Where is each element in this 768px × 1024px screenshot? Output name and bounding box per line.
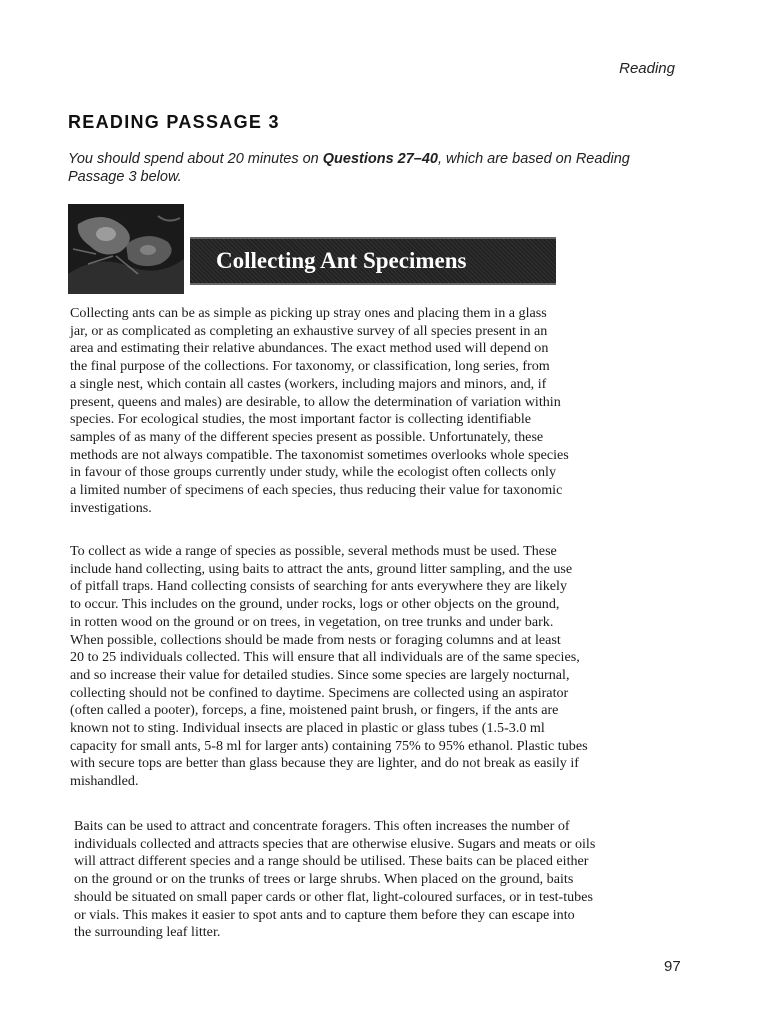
- ant-photo-graphic: [68, 204, 184, 294]
- paragraph-line: capacity for small ants, 5-8 ml for larger ants) containing 75% to 95% ethanol. Plastic tubes: [70, 737, 588, 754]
- paragraph-line: Baits can be used to attract and concentrate foragers. This often increases the number of: [74, 818, 570, 834]
- instructions-text-line2: Passage 3 below.: [68, 169, 182, 185]
- paragraph-line: in favour of those groups currently under study, while the ecologist often collects only: [70, 464, 556, 481]
- paragraph-line: in rotten wood on the ground or on trees, in vegetation, on tree trunks and under bark.: [70, 613, 554, 630]
- paragraph-line: collecting should not be confined to daytime. Specimens are collected using an aspirator: [70, 684, 569, 701]
- paragraph-line: (often called a pooter), forceps, a fine, moistened paint brush, or fingers, if the ants are: [70, 702, 559, 719]
- paragraph-line: on the ground or on the trunks of trees or large shrubs. When placed on the ground, baits: [74, 871, 574, 888]
- paragraph-line: a limited number of specimens of each species, thus reducing their value for taxonomic: [70, 482, 563, 499]
- passage-instructions: [68, 150, 688, 186]
- paragraph-line: individuals collected and attracts species that are otherwise elusive. Sugars and meats or oils: [74, 835, 596, 852]
- passage-title-banner: [190, 237, 556, 285]
- paragraph-line: area and estimating their relative abundances. The exact method used will depend on: [70, 340, 549, 357]
- ant-specimen-photo: [68, 204, 184, 294]
- paragraph-line: To collect as wide a range of species as possible, several methods must be used. These: [70, 543, 557, 559]
- paragraph-2: [70, 543, 686, 791]
- paragraph-1: [70, 305, 686, 517]
- paragraph-line: to occur. This includes on the ground, under rocks, logs or other objects on the ground,: [70, 596, 560, 613]
- passage-title: Collecting Ant Specimens: [216, 248, 467, 273]
- instructions-text-after: , which are based on Reading: [438, 151, 630, 167]
- paragraph-line: 20 to 25 individuals collected. This will ensure that all individuals are of the same species,: [70, 649, 580, 666]
- paragraph-line: a single nest, which contain all castes (workers, including majors and minors, and, if: [70, 375, 547, 392]
- paragraph-line: of pitfall traps. Hand collecting consists of searching for ants everywhere they are likely: [70, 578, 568, 595]
- paragraph-line: samples of as many of the different species present as possible. Unfortunately, these: [70, 428, 544, 445]
- paragraph-line: include hand collecting, using baits to attract the ants, ground litter sampling, and the use: [70, 560, 573, 577]
- paragraph-line: species. For ecological studies, the most important factor is collecting identifiable: [70, 411, 532, 428]
- paragraph-line: and so increase their value for detailed studies. Since some species are largely nocturnal,: [70, 666, 570, 683]
- paragraph-line: mishandled.: [70, 773, 139, 790]
- paragraph-line: methods are not always compatible. The taxonomist sometimes overlooks whole species: [70, 446, 569, 463]
- paragraph-line: the final purpose of the collections. For taxonomy, or classification, long series, from: [70, 358, 550, 375]
- paragraph-line: the surrounding leaf litter.: [74, 924, 221, 941]
- instructions-text-before: You should spend about 20 minutes on: [68, 151, 323, 167]
- paragraph-line: jar, or as complicated as completing an exhaustive survey of all species present in an: [70, 322, 548, 339]
- section-label: Reading: [619, 60, 675, 77]
- paragraph-line: investigations.: [70, 499, 152, 516]
- paragraph-line: or vials. This makes it easier to spot ants and to capture them before they can escape into: [74, 906, 575, 923]
- paragraph-line: known not to sting. Individual insects are placed in plastic or glass tubes (1.5-3.0 ml: [70, 720, 545, 737]
- paragraph-line: with secure tops are better than glass because they are lighter, and do not break as easily if: [70, 755, 579, 772]
- paragraph-line: should be situated on small paper cards or other flat, light-coloured surfaces, or in test-tubes: [74, 888, 593, 905]
- paragraph-line: present, queens and males) are desirable, to allow the determination of variation within: [70, 393, 561, 410]
- paragraph-3: [74, 818, 690, 942]
- paragraph-line: Collecting ants can be as simple as picking up stray ones and placing them in a glass: [70, 305, 547, 321]
- paragraph-line: will attract different species and a range should be utilised. These baits can be placed either: [74, 853, 589, 870]
- page-number: 97: [664, 958, 681, 975]
- paragraph-line: When possible, collections should be made from nests or foraging columns and at least: [70, 631, 561, 648]
- instructions-question-range: Questions 27–40: [322, 151, 438, 167]
- passage-heading: READING PASSAGE 3: [68, 112, 280, 132]
